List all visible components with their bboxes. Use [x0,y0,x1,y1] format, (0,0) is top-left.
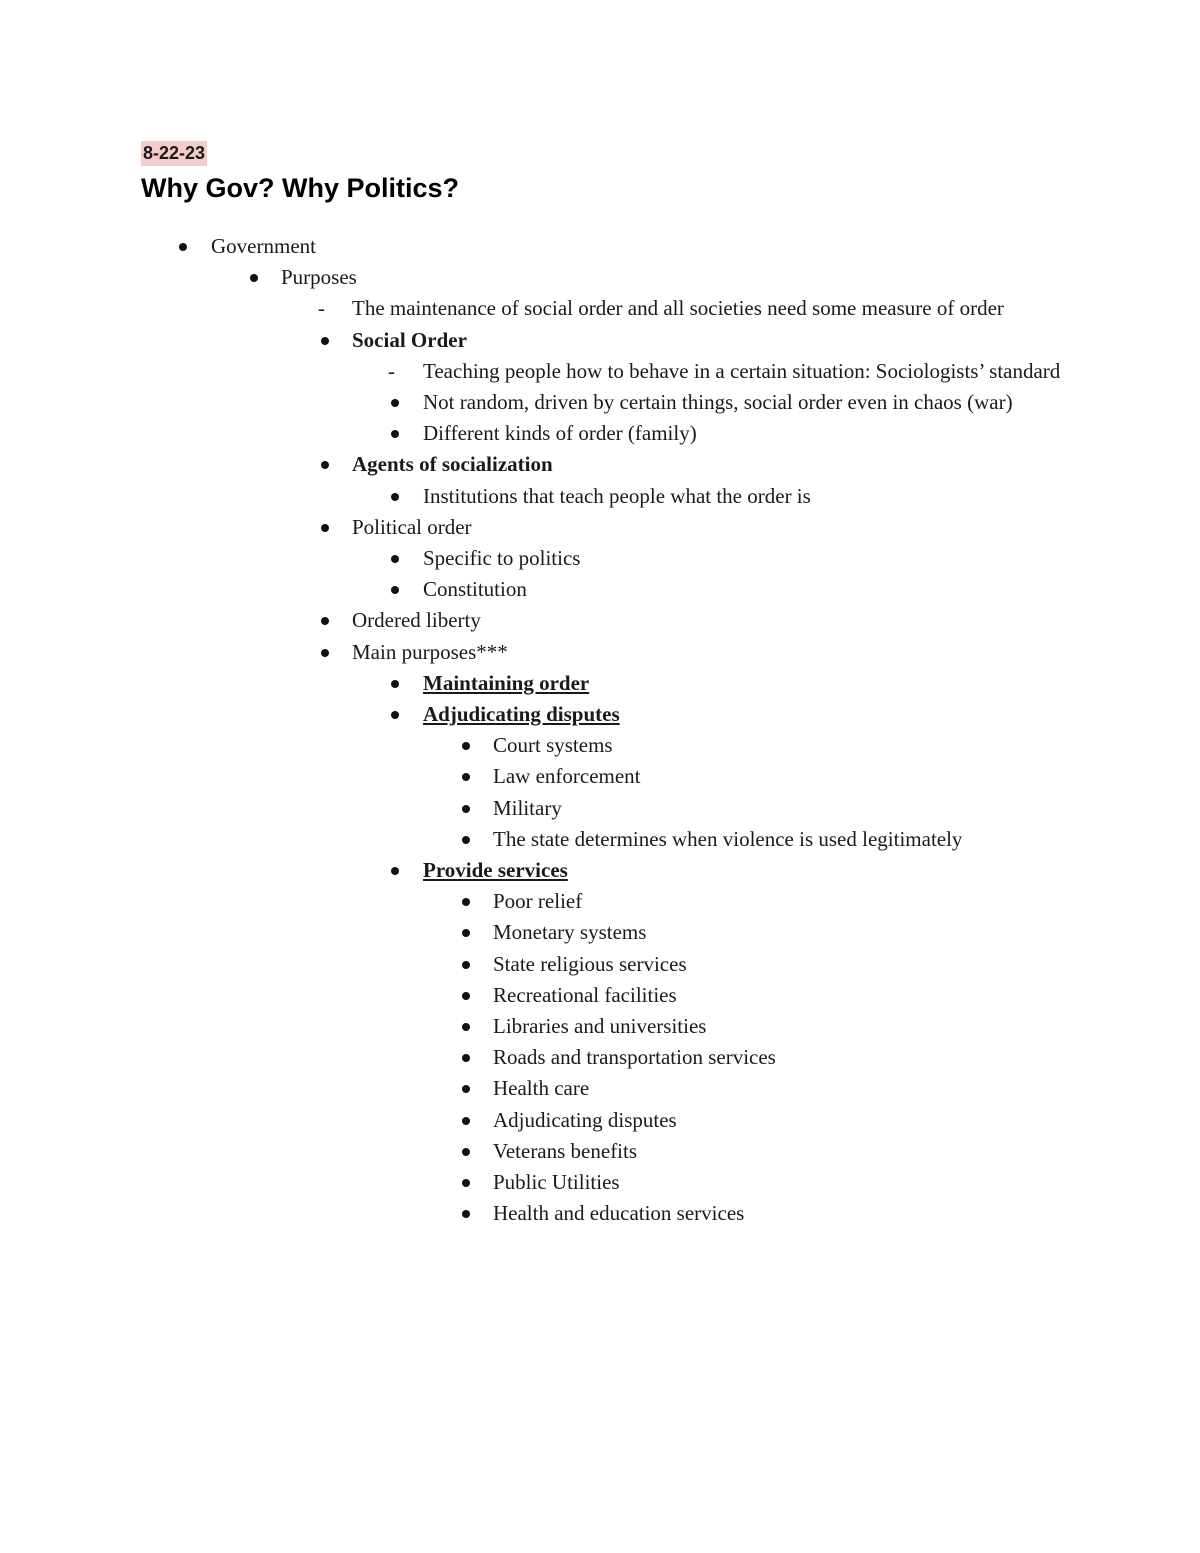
outline-item-text: Health and education services [493,1201,745,1226]
outline-item-text: Law enforcement [493,764,641,789]
outline-item [0,325,1200,356]
outline-item [0,481,1200,512]
dash-glyph: - [318,296,325,321]
outline-item [0,262,1200,293]
bullet-dot [391,711,399,719]
outline-item-text: Main purposes*** [352,639,508,664]
outline-item-text: Public Utilities [493,1170,620,1195]
bullet-dot [462,805,470,813]
bullet-dot [179,243,187,251]
outline-item [0,917,1200,948]
bullet-dot [250,274,258,282]
bullet-dot [462,1023,470,1031]
outline-item-text: Provide services [423,858,568,883]
outline-item [0,543,1200,574]
outline-item-text: Different kinds of order (family) [423,421,697,446]
outline-item [0,1198,1200,1229]
outline-item-text: Constitution [423,577,527,602]
outline-item-text: Social Order [352,327,467,352]
outline-item-text: The state determines when violence is used legitimately [493,826,963,851]
bullet-dot [462,992,470,1000]
outline-item [0,449,1200,480]
bullet-dot [462,773,470,781]
bullet-dot [462,1148,470,1156]
outline-item [0,1042,1200,1073]
outline-item [0,574,1200,605]
outline-item-text: The maintenance of social order and all societies need some measure of order [352,296,1004,321]
bullet-dot [391,493,399,501]
outline-item-text: Poor relief [493,889,583,914]
outline-item-text: Adjudicating disputes [423,702,620,727]
outline-item [0,824,1200,855]
outline-item [0,512,1200,543]
outline-item-text: Roads and transportation services [493,1045,776,1070]
outline-item [0,699,1200,730]
outline-item [0,1105,1200,1136]
bullet-dot [462,1085,470,1093]
outline-item-text: Political order [352,514,472,539]
page-title: Why Gov? Why Politics? [141,173,460,203]
outline-item [0,1073,1200,1104]
outline-item [0,886,1200,917]
outline-item [0,761,1200,792]
outline-item [0,418,1200,449]
outline-item-text: Veterans benefits [493,1138,638,1163]
bullet-dot [391,399,399,407]
outline-item [0,1167,1200,1198]
outline-item-text: Maintaining order [423,670,590,695]
bullet-dot [391,430,399,438]
outline-item-text: Libraries and universities [493,1014,707,1039]
bullet-dot [321,649,329,657]
outline-item-text: Purposes [281,265,357,290]
bullet-dot [462,742,470,750]
outline-item-text: Court systems [493,733,613,758]
bullet-dot [391,555,399,563]
outline-item [0,980,1200,1011]
outline-item-text: State religious services [493,951,687,976]
outline-item-text: Government [211,234,316,258]
outline-item [0,387,1200,418]
outline-item [0,356,1200,387]
outline-item-text: Health care [493,1076,590,1101]
outline-item-text: Institutions that teach people what the order is [423,483,811,508]
bullet-dot [462,1179,470,1187]
outline-item [0,855,1200,886]
outline-item [0,949,1200,980]
bullet-dot [321,617,329,625]
outline-item [0,605,1200,636]
dash-glyph: - [388,358,395,383]
outline-item-text: Ordered liberty [352,608,481,633]
outline-item-text: Agents of socialization [352,452,553,477]
outline-item [0,293,1200,324]
notes-outline [0,231,1200,1230]
bullet-dot [462,898,470,906]
bullet-dot [391,680,399,688]
outline-item-text: Specific to politics [423,546,581,571]
outline-item [0,668,1200,699]
outline-item [0,231,1200,262]
bullet-dot [462,961,470,969]
outline-item [0,1011,1200,1042]
outline-item [0,637,1200,668]
bullet-dot [462,1054,470,1062]
bullet-dot [462,1117,470,1125]
bullet-dot [321,524,329,532]
date-label: 8-22-23 [141,141,207,166]
bullet-dot [321,461,329,469]
outline-item-text: Recreational facilities [493,982,677,1007]
bullet-dot [391,586,399,594]
bullet-dot [462,836,470,844]
outline-item-text: Teaching people how to behave in a certain situation: Sociologists’ standard [423,358,1061,383]
outline-item [0,793,1200,824]
outline-item-text: Military [493,795,562,820]
outline-item-text: Not random, driven by certain things, social order even in chaos (war) [423,390,1013,415]
bullet-dot [462,1210,470,1218]
bullet-dot [462,929,470,937]
outline-item [0,1136,1200,1167]
bullet-dot [321,337,329,345]
outline-item-text: Monetary systems [493,920,647,945]
bullet-dot [391,867,399,875]
outline-item-text: Adjudicating disputes [493,1107,677,1132]
outline-item [0,730,1200,761]
